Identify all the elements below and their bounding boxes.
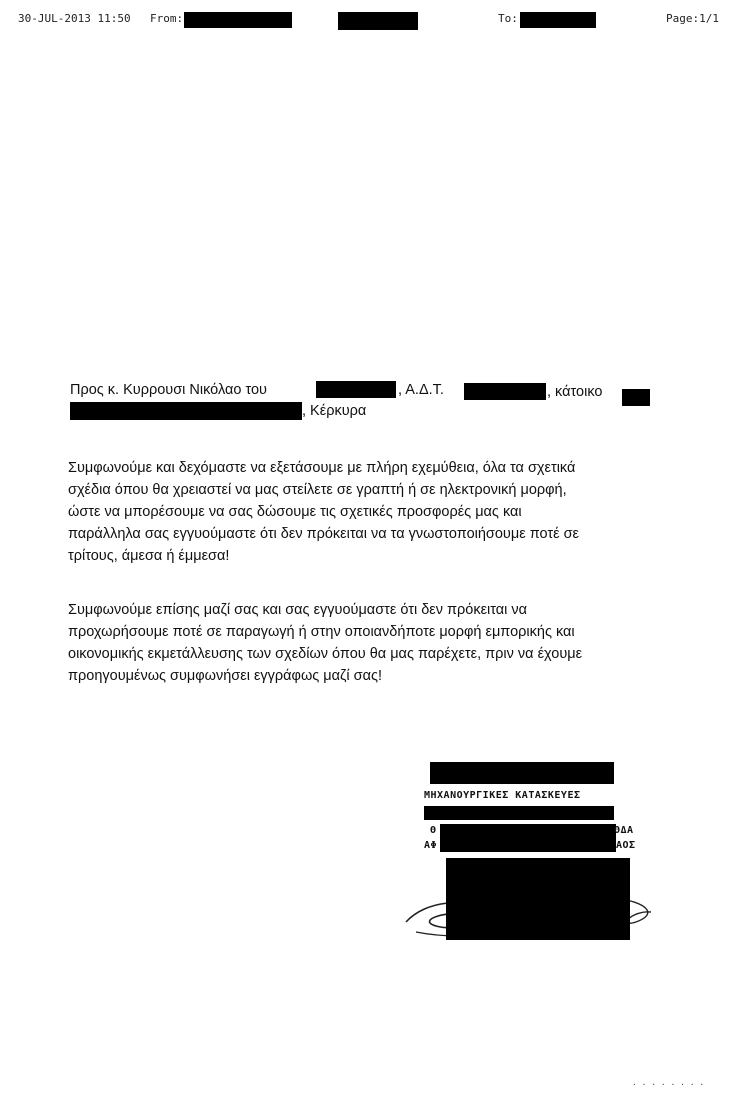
paragraph-1-line: παράλληλα σας εγγυούμαστε ότι δεν πρόκειται να τα γνωστοποιήσουμε ποτέ σε [68,526,579,542]
paragraph-2-line: Συμφωνούμε επίσης μαζί σας και σας εγγυούμαστε ότι δεν πρόκειται να [68,602,528,618]
redacted-address-start [622,389,650,406]
stamp-line-4-left: ΑΦ [424,840,438,851]
redacted-address [70,402,302,420]
redacted-stamp-line [440,824,616,838]
paragraph-2-line: προχωρήσουμε ποτέ σε παραγωγή ή στην οποιανδήποτε μορφή εμπορικής και [68,624,575,640]
resident-label: , κάτοικο [547,384,603,400]
paragraph-2-line: προηγουμένως συμφωνήσει εγγράφως μαζί σας! [68,668,383,684]
fax-datetime: 30-JUL-2013 11:50 [18,12,131,25]
stamp-line-3-right: ΘΔΑ [614,825,634,836]
redacted-stamp-line [440,838,616,852]
address-block [0,0,750,440]
fax-to-label: To: [498,12,518,25]
stamp-line-4-right: ΑΟΣ [616,840,636,851]
fax-page-number: Page:1/1 [666,12,719,25]
paragraph-2-line: οικονομικής εκμετάλλευσης των σχεδίων όπου θα μας παρέχετε, πριν να έχουμε [68,646,583,662]
fax-footer-mark: · · · · · · · · [632,1080,705,1089]
stamp-line-3-left: Θ [430,825,437,836]
address-line-1: Προς κ. Κυρρουσι Νικόλαο του [70,382,267,398]
stamp-company-type: ΜΗΧΑΝΟΥΡΓΙΚΕΣ ΚΑΤΑΣΚΕΥΕΣ [424,790,581,801]
redacted-company-name [430,762,614,784]
redacted-father-name [316,381,396,398]
paragraph-1-line: σχέδια όπου θα χρειαστεί να μας στείλετε σε γραπτή ή σε ηλεκτρονική μορφή, [68,482,567,498]
id-label: , Α.Δ.Τ. [398,382,444,398]
paragraph-1-line: τρίτους, άμεσα ή έμμεσα! [68,548,230,564]
paragraph-1-line: Συμφωνούμε και δεχόμαστε να εξετάσουμε με πλήρη εχεμύθεια, όλα τα σχετικά [68,460,576,476]
paragraph-1-line: ώστε να μπορέσουμε να σας δώσουμε τις σχετικές προσφορές μας και [68,504,522,520]
redacted-signature [446,858,630,940]
redacted-id-number [464,383,546,400]
city-label: , Κέρκυρα [302,403,367,419]
fax-from-label: From: [150,12,184,25]
redacted-stamp-line [424,806,614,820]
